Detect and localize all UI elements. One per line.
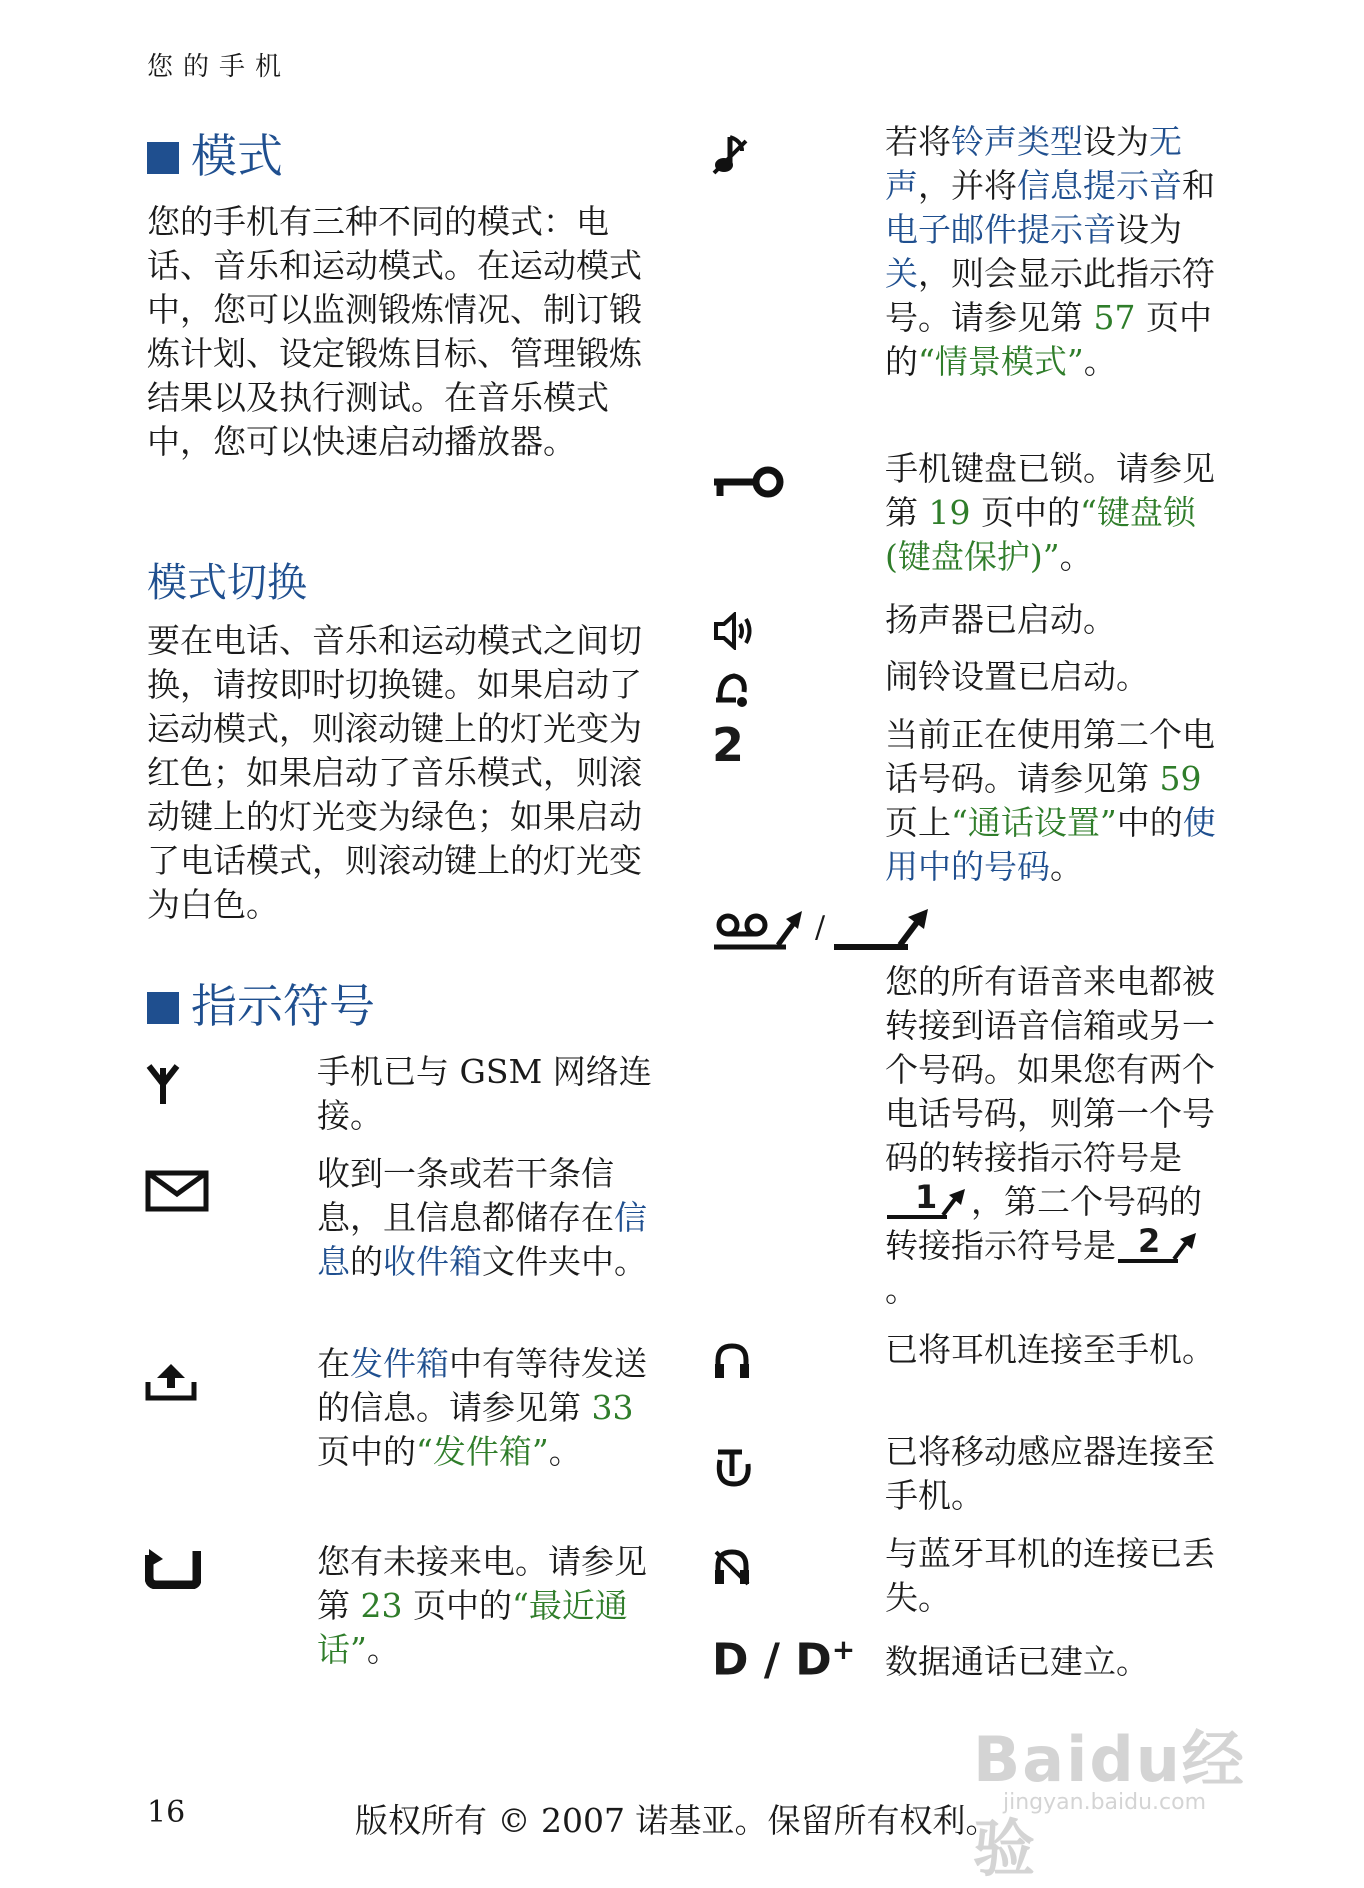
section-square-icon [147,992,179,1024]
voice-mailbox-divert-icon [712,905,804,953]
page-number: 16 [147,1795,186,1830]
silent-note-icon [712,133,748,175]
outbox-link: 发件箱 [350,1344,449,1383]
running-header: 您的手机 [147,52,292,82]
watermark-logo: Baidu经验 [973,1723,1246,1885]
watermark-url: jingyan.baidu.com [1003,1790,1207,1815]
modes-paragraph: 您的手机有三种不同的模式：电话、音乐和运动模式。在运动模式中，您可以监测锻炼情况、制订锻炼计划、设定锻炼目标、管理锻炼结果以及执行测试。在音乐模式中，您可以快速启动播放器。 [147,202,642,461]
missed-page-ref: 23 [360,1586,403,1625]
off-link: 关 [885,254,918,293]
copyright-footer: 版权所有 © 2007 诺基亚。保留所有权利。 [355,1801,999,1840]
section-square-icon [147,142,179,174]
mode-switch-paragraph: 要在电话、音乐和运动模式之间切换，请按即时切换键。如果启动了运动模式，则滚动键上的灯光变为红色；如果启动了音乐模式，则滚动键上的灯光变为绿色；如果启动了电话模式，则滚动键上的灯光变为白色。 [147,621,642,924]
keylock-page-ref: 19 [928,493,971,532]
missed-call-icon [145,1545,201,1589]
call-divert-icon [832,905,932,953]
bluetooth-headset-lost-icon [712,1548,752,1588]
heading-modes: 模式 [147,133,283,179]
keylock-text: 手机键盘已锁。请参见第 19 页中的“键盘锁 (键盘保护)”。 [885,449,1215,576]
silent-link: 无声 [885,122,1182,205]
line-two-text: 当前正在使用第二个电话号码。请参见第 59 页上“通话设置”中的使用中的号码。 [885,715,1216,886]
heading-mode-switch: 模式切换 [147,560,307,606]
outbox-upload-icon [145,1362,197,1402]
gsm-text: 手机已与 GSM 网络连接。 [317,1052,652,1135]
message-tone-link: 信息提示音 [1017,166,1182,205]
data-call-text: 数据通话已建立。 [885,1642,1149,1681]
speaker-text: 扬声器已启动。 [885,600,1116,639]
call-settings-chapter-ref: “通话设置” [951,803,1117,842]
call-settings-page-ref: 59 [1159,759,1202,798]
bt-lost-text: 与蓝牙耳机的连接已丢失。 [885,1534,1215,1617]
outbox-text: 在发件箱中有等待发送的信息。请参见第 33 页中的“发件箱”。 [317,1344,647,1471]
divert-line2-symbol: 2 [1116,1227,1202,1263]
inbox-app-link: 信息 [317,1198,647,1281]
line-in-use-link: 使用中的号码 [885,803,1216,886]
inbox-folder-link: 收件箱 [383,1242,482,1281]
motion-sensor-icon [712,1446,754,1488]
divert-slash: / [815,910,826,945]
motion-sensor-text: 已将移动感应器连接至手机。 [885,1432,1215,1515]
divert-text: 您的所有语音来电都被转接到语音信箱或另一个号码。如果您有两个电话号码，则第一个号码的转接指示符号是 1 ，第二个号码的转接指示符号是 2 。 [885,962,1215,1309]
heading-indicators: 指示符号 [147,983,375,1029]
profiles-page-ref: 57 [1093,298,1136,337]
missed-chapter-ref: “最近通话” [317,1586,628,1669]
headset-icon [712,1342,752,1382]
line-two-icon: 2 [712,718,745,772]
loudspeaker-icon [712,612,756,650]
email-tone-link: 电子邮件提示音 [885,210,1116,249]
divert-line1-symbol: 1 [885,1183,971,1219]
keylock-chapter-ref: “键盘锁 (键盘保护)” [885,493,1196,576]
headset-text: 已将耳机连接至手机。 [885,1330,1215,1369]
missed-call-text: 您有未接来电。请参见第 23 页中的“最近通话”。 [317,1542,647,1669]
alarm-bell-icon [712,670,752,710]
ringing-type-link: 铃声类型 [951,122,1083,161]
envelope-icon [145,1170,209,1212]
profiles-chapter-ref: “情景模式” [918,342,1084,381]
baidu-watermark [965,1690,1295,1885]
message-text: 收到一条或若干条信息，且信息都储存在信息的收件箱文件夹中。 [317,1154,647,1281]
outbox-chapter-ref: “发件箱” [416,1432,549,1471]
outbox-page-ref: 33 [591,1388,634,1427]
antenna-icon [145,1062,181,1106]
alarm-text: 闹铃设置已启动。 [885,657,1149,696]
key-lock-icon [712,464,784,500]
silent-text: 若将铃声类型设为无声，并将信息提示音和电子邮件提示音设为关，则会显示此指示符号。请参见第 57 页中的“情景模式”。 [885,122,1215,381]
data-call-icon: D / D+ [712,1633,856,1686]
